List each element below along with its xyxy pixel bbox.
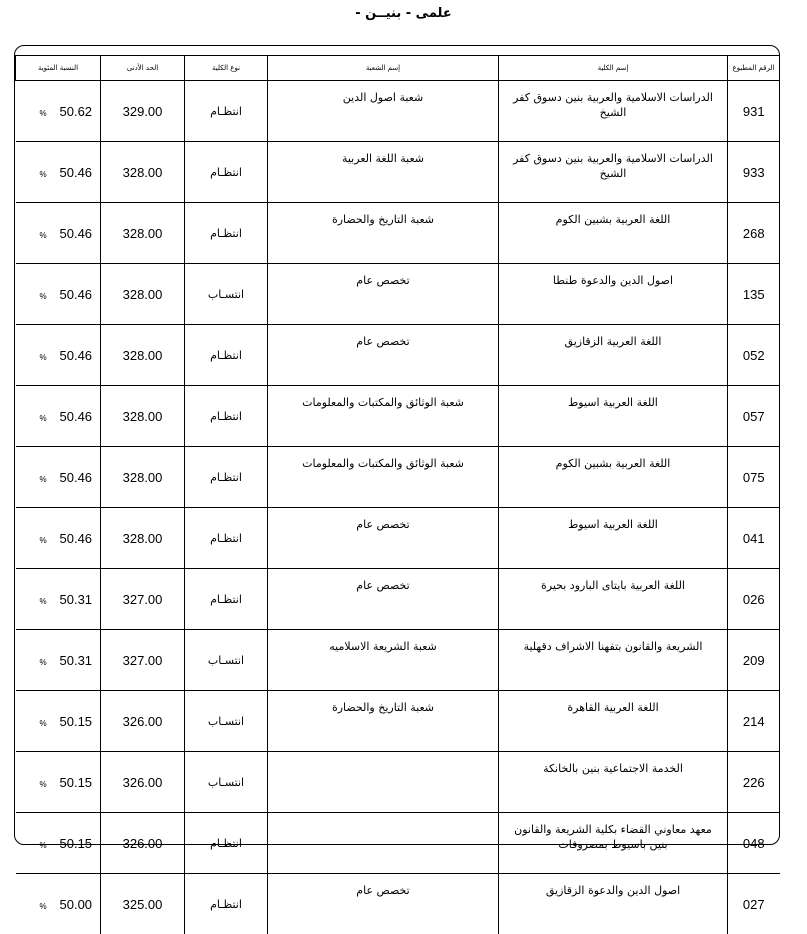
pct-wrap bbox=[16, 714, 101, 729]
cell-branch: تخصص عام bbox=[268, 264, 499, 325]
pct-value: 50.46 bbox=[60, 348, 93, 363]
header-min: الحد الأدنى bbox=[101, 56, 185, 81]
pct-wrap bbox=[16, 104, 101, 119]
table-row bbox=[16, 874, 780, 934]
pct-wrap bbox=[16, 836, 101, 851]
pct-wrap bbox=[16, 897, 101, 912]
cell-pct bbox=[16, 264, 101, 325]
header-pct: النسبة المئوية bbox=[16, 56, 101, 81]
pct-wrap bbox=[16, 592, 101, 607]
cell-type: انتسـاب bbox=[185, 691, 268, 752]
percent-sign: % bbox=[40, 597, 56, 606]
cell-type: انتظـام bbox=[185, 81, 268, 142]
cell-branch: شعبة الوثائق والمكتبات والمعلومات bbox=[268, 447, 499, 508]
cell-branch: شعبة التاريخ والحضارة bbox=[268, 203, 499, 264]
cell-pct bbox=[16, 752, 101, 813]
pct-value: 50.46 bbox=[60, 287, 93, 302]
cell-code: 052 bbox=[728, 325, 780, 386]
cell-min: 328.00 bbox=[101, 386, 185, 447]
cell-college: اصول الدين والدعوة طنطا bbox=[499, 264, 728, 325]
cell-type: انتظـام bbox=[185, 142, 268, 203]
cell-branch: شعبة اصول الدين bbox=[268, 81, 499, 142]
cell-college: معهد معاوني القضاء بكلية الشريعة والقانون بنين باسيوط بمصروفات bbox=[499, 813, 728, 874]
cell-code: 226 bbox=[728, 752, 780, 813]
cell-college: اللغة العربية بايتاى البارود بحيرة bbox=[499, 569, 728, 630]
cell-pct bbox=[16, 691, 101, 752]
cell-min: 328.00 bbox=[101, 142, 185, 203]
pct-value: 50.62 bbox=[60, 104, 93, 119]
table-row bbox=[16, 691, 780, 752]
cell-college: اللغة العربية اسيوط bbox=[499, 508, 728, 569]
cell-min: 327.00 bbox=[101, 630, 185, 691]
cell-min: 328.00 bbox=[101, 508, 185, 569]
cell-code: 048 bbox=[728, 813, 780, 874]
header-branch: إسم الشعبة bbox=[268, 56, 499, 81]
cell-code: 135 bbox=[728, 264, 780, 325]
table-row bbox=[16, 813, 780, 874]
percent-sign: % bbox=[40, 780, 56, 789]
pct-value: 50.31 bbox=[60, 592, 93, 607]
cell-type: انتظـام bbox=[185, 569, 268, 630]
cell-pct bbox=[16, 386, 101, 447]
table-row bbox=[16, 752, 780, 813]
cell-branch: شعبة اللغة العربية bbox=[268, 142, 499, 203]
percent-sign: % bbox=[40, 841, 56, 850]
pct-wrap bbox=[16, 531, 101, 546]
cell-code: 933 bbox=[728, 142, 780, 203]
pct-value: 50.00 bbox=[60, 897, 93, 912]
cell-code: 268 bbox=[728, 203, 780, 264]
header-college: إسم الكلية bbox=[499, 56, 728, 81]
pct-wrap bbox=[16, 775, 101, 790]
cell-pct bbox=[16, 447, 101, 508]
percent-sign: % bbox=[40, 170, 56, 179]
page-title: - علمى - بنيــن bbox=[0, 6, 807, 21]
cell-code: 057 bbox=[728, 386, 780, 447]
cell-min: 328.00 bbox=[101, 264, 185, 325]
cell-type: انتظـام bbox=[185, 447, 268, 508]
percent-sign: % bbox=[40, 231, 56, 240]
cell-college: الشريعة والقانون بتفهنا الاشراف دقهلية bbox=[499, 630, 728, 691]
percent-sign: % bbox=[40, 292, 56, 301]
cell-code: 214 bbox=[728, 691, 780, 752]
pct-value: 50.46 bbox=[60, 470, 93, 485]
table-row bbox=[16, 508, 780, 569]
pct-wrap bbox=[16, 226, 101, 241]
cell-college: اللغة العربية القاهرة bbox=[499, 691, 728, 752]
cell-min: 326.00 bbox=[101, 691, 185, 752]
cell-min: 326.00 bbox=[101, 813, 185, 874]
pct-value: 50.15 bbox=[60, 836, 93, 851]
pct-value: 50.46 bbox=[60, 531, 93, 546]
pct-value: 50.46 bbox=[60, 409, 93, 424]
pct-wrap bbox=[16, 409, 101, 424]
cell-type: انتسـاب bbox=[185, 630, 268, 691]
cell-type: انتظـام bbox=[185, 508, 268, 569]
cell-type: انتظـام bbox=[185, 813, 268, 874]
cell-college: اللغة العربية الزقازيق bbox=[499, 325, 728, 386]
cell-type: انتظـام bbox=[185, 874, 268, 934]
cell-college: اصول الدين والدعوة الزقازيق bbox=[499, 874, 728, 934]
cell-college: اللغة العربية بشبين الكوم bbox=[499, 447, 728, 508]
cell-branch bbox=[268, 752, 499, 813]
cell-branch: شعبة الوثائق والمكتبات والمعلومات bbox=[268, 386, 499, 447]
percent-sign: % bbox=[40, 902, 56, 911]
cell-min: 325.00 bbox=[101, 874, 185, 934]
pct-wrap bbox=[16, 653, 101, 668]
cell-pct bbox=[16, 630, 101, 691]
cell-code: 041 bbox=[728, 508, 780, 569]
header-type: نوع الكلية bbox=[185, 56, 268, 81]
table-row bbox=[16, 325, 780, 386]
cell-branch: شعبة الشريعة الاسلاميه bbox=[268, 630, 499, 691]
pct-value: 50.46 bbox=[60, 165, 93, 180]
percent-sign: % bbox=[40, 353, 56, 362]
cell-pct bbox=[16, 569, 101, 630]
cell-code: 931 bbox=[728, 81, 780, 142]
pct-wrap bbox=[16, 348, 101, 363]
percent-sign: % bbox=[40, 109, 56, 118]
table-header-row bbox=[16, 56, 780, 81]
cell-pct bbox=[16, 325, 101, 386]
cell-branch: تخصص عام bbox=[268, 569, 499, 630]
pct-value: 50.15 bbox=[60, 714, 93, 729]
cell-pct bbox=[16, 81, 101, 142]
cell-pct bbox=[16, 813, 101, 874]
table-row bbox=[16, 447, 780, 508]
results-table bbox=[15, 55, 780, 934]
cell-branch: تخصص عام bbox=[268, 325, 499, 386]
table-row bbox=[16, 569, 780, 630]
percent-sign: % bbox=[40, 719, 56, 728]
cell-college: اللغة العربية بشبين الكوم bbox=[499, 203, 728, 264]
cell-pct bbox=[16, 508, 101, 569]
cell-min: 328.00 bbox=[101, 447, 185, 508]
table-row bbox=[16, 386, 780, 447]
cell-min: 327.00 bbox=[101, 569, 185, 630]
cell-code: 027 bbox=[728, 874, 780, 934]
cell-code: 075 bbox=[728, 447, 780, 508]
cell-code: 209 bbox=[728, 630, 780, 691]
table-row bbox=[16, 142, 780, 203]
cell-college: الخدمة الاجتماعية بنين بالخانكة bbox=[499, 752, 728, 813]
cell-branch: شعبة التاريخ والحضارة bbox=[268, 691, 499, 752]
header-code: الرقم المطبوع bbox=[728, 56, 780, 81]
pct-value: 50.31 bbox=[60, 653, 93, 668]
cell-college: اللغة العربية اسيوط bbox=[499, 386, 728, 447]
cell-type: انتظـام bbox=[185, 325, 268, 386]
table-row bbox=[16, 203, 780, 264]
cell-pct bbox=[16, 874, 101, 934]
cell-type: انتظـام bbox=[185, 386, 268, 447]
cell-college: الدراسات الاسلامية والعربية بنين دسوق كفر الشيخ bbox=[499, 81, 728, 142]
cell-branch bbox=[268, 813, 499, 874]
pct-wrap bbox=[16, 470, 101, 485]
cell-college: الدراسات الاسلامية والعربية بنين دسوق كفر الشيخ bbox=[499, 142, 728, 203]
cell-branch: تخصص عام bbox=[268, 874, 499, 934]
cell-type: انتسـاب bbox=[185, 752, 268, 813]
cell-branch: تخصص عام bbox=[268, 508, 499, 569]
cell-type: انتظـام bbox=[185, 203, 268, 264]
pct-wrap bbox=[16, 165, 101, 180]
percent-sign: % bbox=[40, 414, 56, 423]
table-row bbox=[16, 264, 780, 325]
pct-value: 50.46 bbox=[60, 226, 93, 241]
table-row bbox=[16, 81, 780, 142]
cell-min: 328.00 bbox=[101, 203, 185, 264]
cell-min: 328.00 bbox=[101, 325, 185, 386]
table-row bbox=[16, 630, 780, 691]
cell-pct bbox=[16, 142, 101, 203]
percent-sign: % bbox=[40, 658, 56, 667]
pct-wrap bbox=[16, 287, 101, 302]
cell-min: 326.00 bbox=[101, 752, 185, 813]
cell-type: انتسـاب bbox=[185, 264, 268, 325]
percent-sign: % bbox=[40, 475, 56, 484]
cell-code: 026 bbox=[728, 569, 780, 630]
cell-min: 329.00 bbox=[101, 81, 185, 142]
percent-sign: % bbox=[40, 536, 56, 545]
pct-value: 50.15 bbox=[60, 775, 93, 790]
cell-pct bbox=[16, 203, 101, 264]
